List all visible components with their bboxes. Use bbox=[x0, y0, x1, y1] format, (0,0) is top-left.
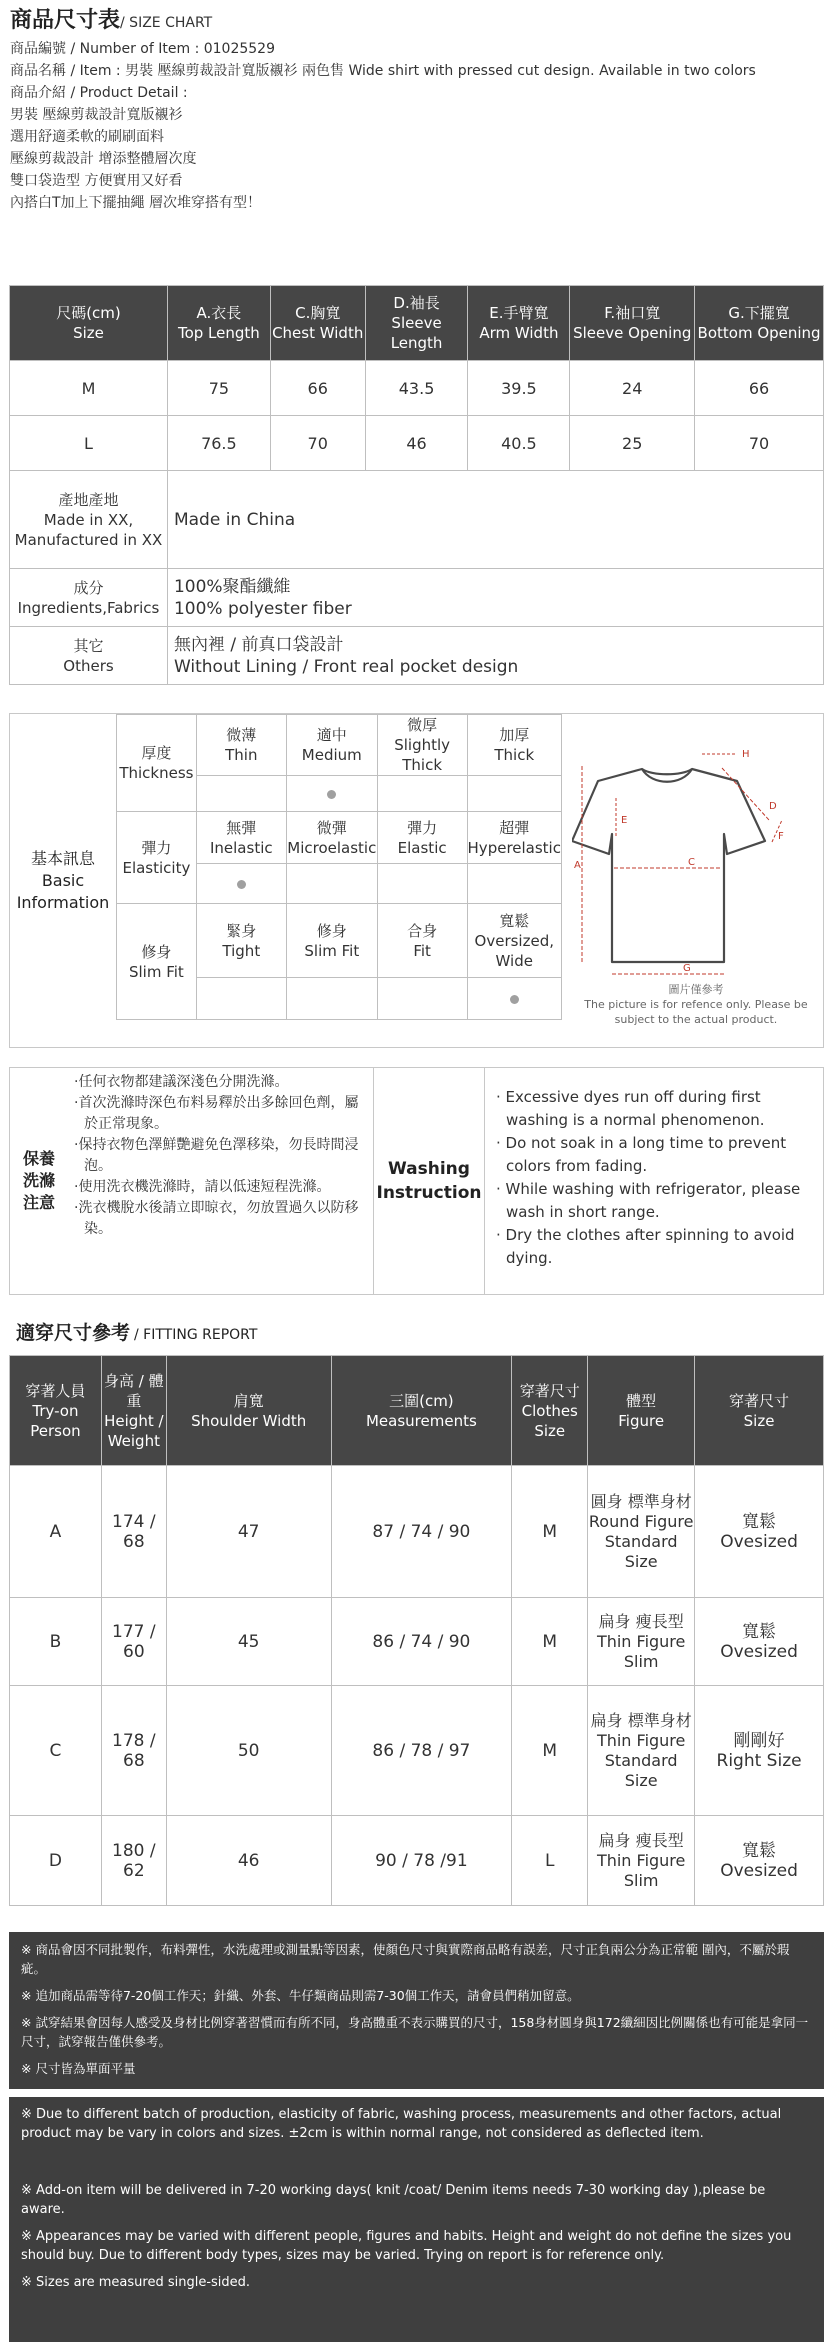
table-cell: 圓身 標準身材 Round Figure Standard Size bbox=[588, 1466, 695, 1598]
others-label: 其它 Others bbox=[10, 627, 168, 685]
dimension-d-label: D bbox=[769, 801, 777, 812]
table-cell: 25 bbox=[570, 416, 695, 471]
page-title: 商品尺寸表/ SIZE CHART bbox=[10, 8, 213, 33]
indicator-cell bbox=[467, 776, 561, 812]
dimension-c-label: C bbox=[688, 857, 695, 868]
table-row bbox=[10, 1598, 824, 1686]
table-cell: 24 bbox=[570, 361, 695, 416]
header bbox=[0, 0, 833, 214]
info-line: 內搭白T加上下擺抽繩 層次堆穿搭有型！ bbox=[10, 195, 262, 211]
elasticity-option: 彈力 Elastic bbox=[377, 812, 467, 864]
table-row bbox=[10, 1816, 824, 1906]
table-cell: 178 / 68 bbox=[101, 1686, 166, 1816]
indicator-cell bbox=[286, 776, 377, 812]
indicator-cell bbox=[196, 864, 286, 904]
fitting-header: 穿著人員 Try-on Person bbox=[10, 1356, 102, 1466]
fitting-header: 穿著尺寸 Clothes Size bbox=[512, 1356, 588, 1466]
size-table bbox=[9, 285, 824, 685]
washing-item-en: · Excessive dyes run off during first washing is a normal phenomenon. bbox=[496, 1088, 765, 1129]
diagram-caption-en: The picture is for refence only. Please be subject to the actual product. bbox=[584, 998, 808, 1026]
table-cell: 50 bbox=[166, 1686, 331, 1816]
fit-option: 修身 Slim Fit bbox=[286, 904, 377, 978]
washing-item-zh: ·任何衣物都建議深淺色分開洗滌。 bbox=[74, 1074, 289, 1090]
fitting-header: 三圍(cm) Measurements bbox=[331, 1356, 512, 1466]
others-value: 無內裡 / 前真口袋設計 Without Lining / Front real pocket design bbox=[167, 627, 823, 685]
washing-item-zh: ·使用洗衣機洗滌時，請以低速短程洗滌。 bbox=[74, 1179, 331, 1195]
thickness-option: 微薄 Thin bbox=[196, 715, 286, 776]
note-zh: ※ 商品會因不同批製作，布料彈性，水洗處理或測量點等因素，使顏色尺寸與實際商品略有誤差，尺寸正負兩公分為正常範 圍內，不屬於瑕疵。 bbox=[21, 1942, 790, 1976]
table-cell: 75 bbox=[167, 361, 270, 416]
dimension-d-line bbox=[722, 768, 769, 820]
table-cell: 寬鬆 Ovesized bbox=[695, 1598, 824, 1686]
fit-option: 寬鬆 Oversized, Wide bbox=[467, 904, 561, 978]
others-row bbox=[10, 627, 824, 685]
thickness-label: 厚度 Thickness bbox=[117, 715, 197, 812]
notes-zh bbox=[9, 1932, 824, 2089]
size-header: 尺碼(cm) Size bbox=[10, 286, 168, 361]
thickness-option: 加厚 Thick bbox=[467, 715, 561, 776]
washing-list-zh bbox=[70, 1072, 370, 1240]
diagram-caption bbox=[576, 982, 816, 1027]
size-cell: M bbox=[10, 361, 168, 416]
size-cell: L bbox=[10, 416, 168, 471]
table-cell: A bbox=[10, 1466, 102, 1598]
note-en: ※ Due to different batch of production, elasticity of fabric, washing process, measurements and other factors, actual product may be vary in colors and sizes. ±2cm is within normal range, not considered as deflected item. bbox=[21, 2107, 782, 2141]
washing-item-zh: ·保持衣物色澤鮮艷避免色澤移染，勿長時間浸泡。 bbox=[74, 1137, 359, 1174]
washing-label-en: Washing Instruction bbox=[373, 1068, 485, 1294]
elasticity-option: 微彈 Microelastic bbox=[286, 812, 377, 864]
table-cell: 90 / 78 /91 bbox=[331, 1816, 512, 1906]
diagram-caption-zh: 圖片僅參考 bbox=[668, 983, 724, 996]
table-cell: M bbox=[512, 1598, 588, 1686]
indicator-cell bbox=[286, 978, 377, 1020]
elasticity-option: 無彈 Inelastic bbox=[196, 812, 286, 864]
note-zh: ※ 試穿結果會因每人感受及身材比例穿著習慣而有所不同，身高體重不表示購買的尺寸，158身材圓身與172纖細因比例關係也有可能是拿同一尺寸，試穿報告僅供參考。 bbox=[21, 2015, 809, 2049]
table-cell: 寬鬆 Ovesized bbox=[695, 1466, 824, 1598]
sleeve-opening-header: F.袖口寬 Sleeve Opening bbox=[570, 286, 695, 361]
indicator-cell bbox=[286, 864, 377, 904]
washing-item-en: · While washing with refrigerator, please wash in short range. bbox=[496, 1180, 801, 1221]
table-cell: 86 / 74 / 90 bbox=[331, 1598, 512, 1686]
ingredients-row bbox=[10, 569, 824, 627]
table-cell: L bbox=[512, 1816, 588, 1906]
fitting-header: 穿著尺寸 Size bbox=[695, 1356, 824, 1466]
table-cell: M bbox=[512, 1466, 588, 1598]
table-row bbox=[10, 1686, 824, 1816]
table-cell: 177 / 60 bbox=[101, 1598, 166, 1686]
table-cell: 扁身 標準身材 Thin Figure Standard Size bbox=[588, 1686, 695, 1816]
arm-width-header: E.手臂寬 Arm Width bbox=[468, 286, 570, 361]
shirt-outline-icon bbox=[572, 769, 765, 962]
washing-panel bbox=[9, 1067, 824, 1295]
dimension-h-label: H bbox=[742, 749, 750, 760]
note-en: ※ Appearances may be varied with different people, figures and habits. Height and weight do not define the sizes you should buy. Due to different body types, sizes may be varied. Trying on report is for reference only. bbox=[21, 2229, 792, 2263]
thickness-option: 適中 Medium bbox=[286, 715, 377, 776]
washing-item-zh: ·洗衣機脫水後請立即晾衣，勿放置過久以防移染。 bbox=[74, 1200, 359, 1237]
table-cell: 扁身 瘦長型 Thin Figure Slim bbox=[588, 1598, 695, 1686]
table-cell: 70 bbox=[695, 416, 824, 471]
table-cell: B bbox=[10, 1598, 102, 1686]
fitting-header: 體型 Figure bbox=[588, 1356, 695, 1466]
table-cell: 40.5 bbox=[468, 416, 570, 471]
fit-option: 緊身 Tight bbox=[196, 904, 286, 978]
table-cell: 70 bbox=[270, 416, 365, 471]
table-cell: 46 bbox=[166, 1816, 331, 1906]
info-line: 商品名稱 / Item : 男裝 壓線剪裁設計寬版襯衫 兩色售 Wide shirt with pressed cut design. Available in two colors bbox=[10, 63, 756, 79]
table-row bbox=[10, 1466, 824, 1598]
basic-info-panel bbox=[9, 713, 824, 1048]
washing-item-zh: ·首次洗滌時深色布料易釋於出多餘回色劑，屬於正常現象。 bbox=[74, 1095, 359, 1132]
sleeve-length-header: D.袖長 Sleeve Length bbox=[365, 286, 468, 361]
table-cell: D bbox=[10, 1816, 102, 1906]
table-cell: M bbox=[512, 1686, 588, 1816]
ingredients-label: 成分 Ingredients,Fabrics bbox=[10, 569, 168, 627]
note-zh: ※ 尺寸皆為單面平量 bbox=[21, 2061, 136, 2076]
fitting-header: 身高 / 體重 Height / Weight bbox=[101, 1356, 166, 1466]
note-en: ※ Add-on item will be delivered in 7-20 working days( knit /coat/ Denim items needs 7-30 working day ),please be aware. bbox=[21, 2183, 766, 2217]
info-line: 商品介紹 / Product Detail : bbox=[10, 85, 188, 101]
attribute-table bbox=[116, 714, 562, 1020]
ingredients-value: 100%聚酯纖維 100% polyester fiber bbox=[167, 569, 823, 627]
table-cell: 43.5 bbox=[365, 361, 468, 416]
dimension-g-label: G bbox=[683, 963, 691, 974]
dimension-e-label: E bbox=[621, 815, 628, 826]
table-cell: 66 bbox=[695, 361, 824, 416]
elasticity-label: 彈力 Elasticity bbox=[117, 812, 197, 904]
table-cell: 86 / 78 / 97 bbox=[331, 1686, 512, 1816]
washing-item-en: · Dry the clothes after spinning to avoid dying. bbox=[496, 1226, 795, 1267]
info-line: 商品編號 / Number of Item : 01025529 bbox=[10, 41, 275, 57]
table-cell: 46 bbox=[365, 416, 468, 471]
table-cell: 87 / 74 / 90 bbox=[331, 1466, 512, 1598]
selected-dot-icon bbox=[237, 880, 246, 889]
origin-row bbox=[10, 471, 824, 569]
fit-option: 合身 Fit bbox=[377, 904, 467, 978]
washing-item-en: · Do not soak in a long time to prevent colors from fading. bbox=[496, 1134, 787, 1175]
info-line: 選用舒適柔軟的刷刷面料 bbox=[10, 129, 164, 145]
indicator-cell bbox=[196, 776, 286, 812]
fitting-header: 肩寬 Shoulder Width bbox=[166, 1356, 331, 1466]
table-cell: 39.5 bbox=[468, 361, 570, 416]
dimension-f-label: F bbox=[778, 831, 784, 842]
indicator-cell bbox=[377, 776, 467, 812]
table-cell: 76.5 bbox=[167, 416, 270, 471]
table-cell: 180 / 62 bbox=[101, 1816, 166, 1906]
bottom-opening-header: G.下擺寬 Bottom Opening bbox=[695, 286, 824, 361]
table-cell: 扁身 瘦長型 Thin Figure Slim bbox=[588, 1816, 695, 1906]
indicator-cell bbox=[196, 978, 286, 1020]
info-line: 壓線剪裁設計 增添整體層次度 bbox=[10, 151, 197, 167]
table-row bbox=[10, 416, 824, 471]
indicator-cell bbox=[467, 864, 561, 904]
notes-en bbox=[9, 2097, 824, 2342]
table-cell: 寬鬆 Ovesized bbox=[695, 1816, 824, 1906]
indicator-cell bbox=[377, 978, 467, 1020]
thickness-option: 微厚 Slightly Thick bbox=[377, 715, 467, 776]
product-info bbox=[10, 38, 823, 214]
length-header: A.衣長 Top Length bbox=[167, 286, 270, 361]
fitting-table bbox=[9, 1355, 824, 1906]
fitting-title: 適穿尺寸參考 / FITTING REPORT bbox=[16, 1322, 258, 1344]
note-en: ※ Sizes are measured single-sided. bbox=[21, 2275, 251, 2290]
table-cell: 66 bbox=[270, 361, 365, 416]
table-cell: 47 bbox=[166, 1466, 331, 1598]
origin-label: 產地產地 Made in XX, Manufactured in XX bbox=[10, 471, 168, 569]
info-line: 男裝 壓線剪裁設計寬版襯衫 bbox=[10, 107, 183, 123]
fit-label: 修身 Slim Fit bbox=[117, 904, 197, 1020]
table-cell: C bbox=[10, 1686, 102, 1816]
washing-label-zh: 保養 洗滌 注意 bbox=[22, 1149, 55, 1212]
chest-header: C.胸寬 Chest Width bbox=[270, 286, 365, 361]
indicator-cell bbox=[377, 864, 467, 904]
info-line: 雙口袋造型 方便實用又好看 bbox=[10, 173, 183, 189]
origin-value: Made in China bbox=[167, 471, 823, 569]
selected-dot-icon bbox=[327, 790, 336, 799]
basic-info-label: 基本訊息 Basic Information bbox=[16, 848, 110, 912]
elasticity-option: 超彈 Hyperelastic bbox=[467, 812, 561, 864]
table-cell: 174 / 68 bbox=[101, 1466, 166, 1598]
note-zh: ※ 追加商品需等待7-20個工作天；針織、外套、牛仔類商品則需7-30個工作天，請會員們稍加留意。 bbox=[21, 1988, 580, 2003]
indicator-cell bbox=[467, 978, 561, 1020]
dimension-a-label: A bbox=[574, 860, 581, 871]
washing-list-en bbox=[488, 1086, 823, 1270]
selected-dot-icon bbox=[510, 995, 519, 1004]
table-cell: 45 bbox=[166, 1598, 331, 1686]
table-row bbox=[10, 361, 824, 416]
table-cell: 剛剛好 Right Size bbox=[695, 1686, 824, 1816]
